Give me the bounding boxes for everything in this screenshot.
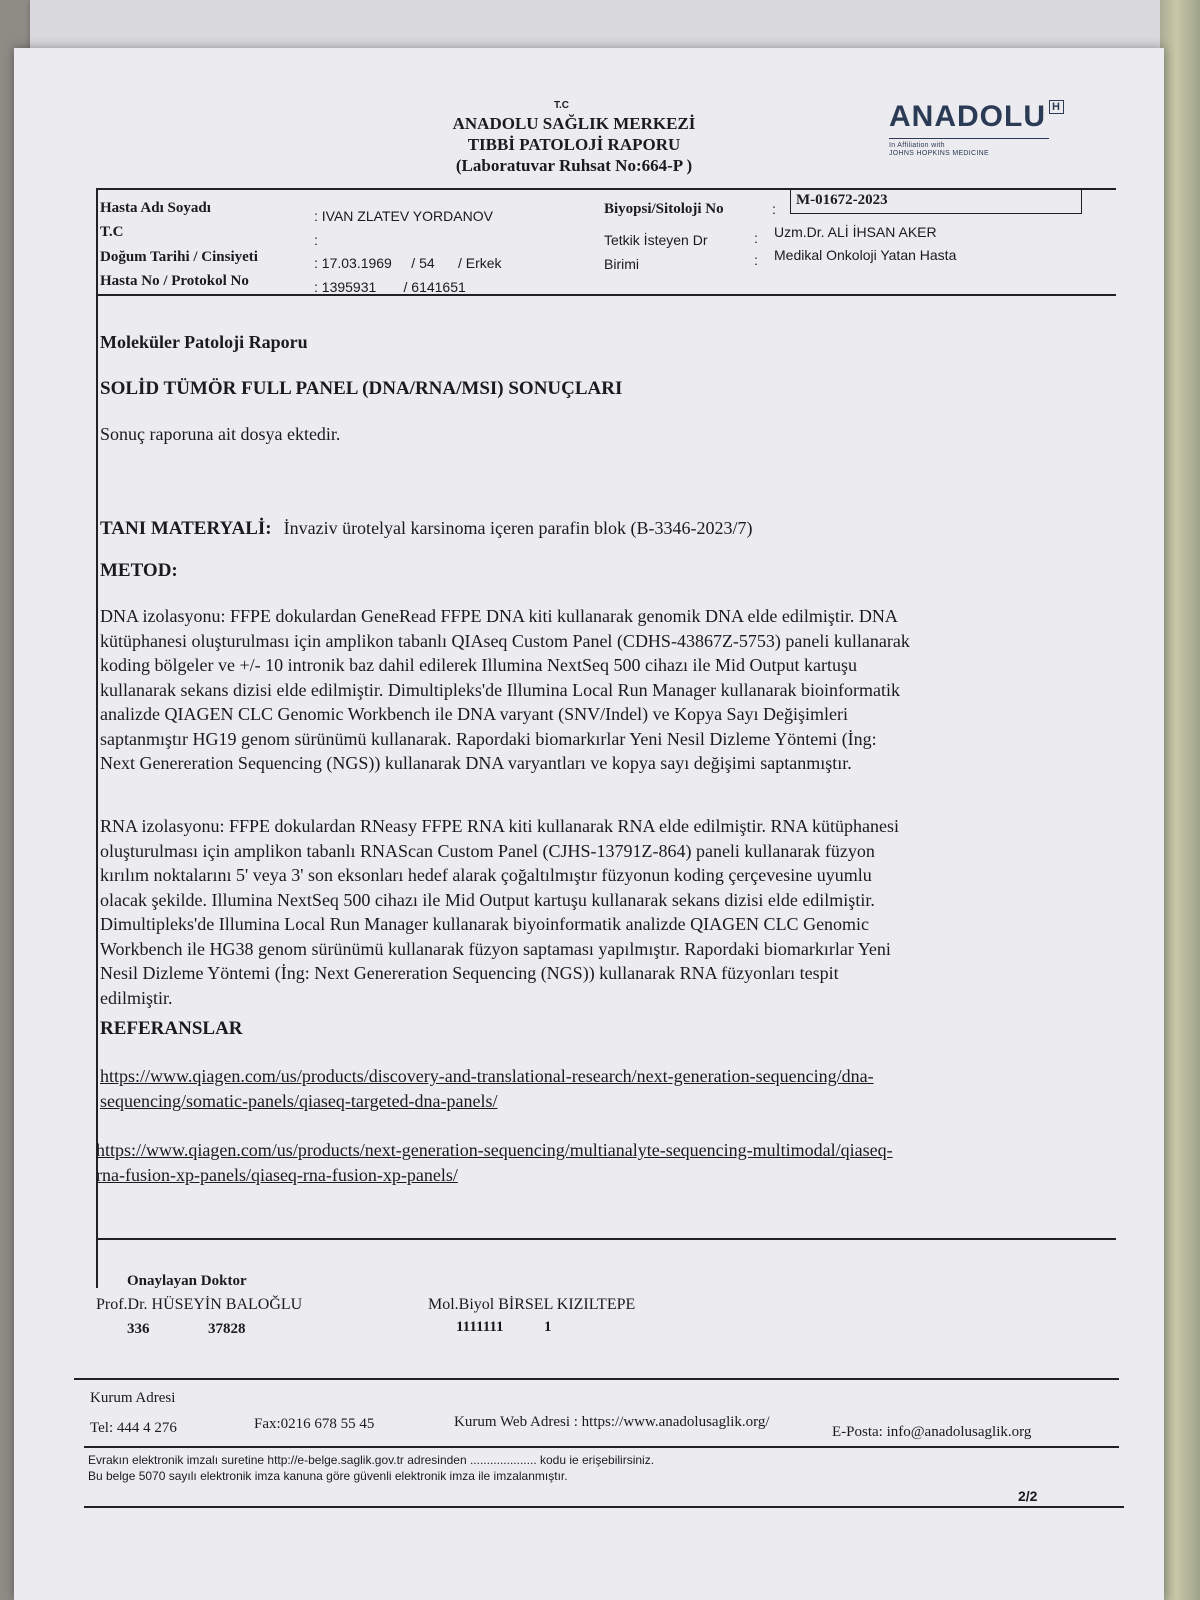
- report-title: Moleküler Patoloji Raporu: [100, 332, 308, 352]
- footer-bottom-line: [84, 1506, 1124, 1508]
- anadolu-logo: ANADOLU H: [889, 100, 1064, 134]
- tc-small: T.C: [554, 100, 569, 111]
- header-institution: ANADOLU SAĞLIK MERKEZİ: [452, 114, 696, 133]
- requesting-doctor-colon: :: [754, 230, 758, 246]
- frame-info-divider: [96, 294, 1116, 296]
- birth-label: Doğum Tarihi / Cinsiyeti: [100, 249, 258, 265]
- report-page: [14, 48, 1164, 1600]
- unit-label: Birimi: [604, 256, 639, 272]
- unit-value: Medikal Onkoloji Yatan Hasta: [774, 247, 957, 263]
- patient-name-value: : IVAN ZLATEV YORDANOV: [314, 208, 493, 224]
- biopsy-colon: :: [772, 201, 776, 217]
- footer-tel: Tel: 444 4 276: [90, 1420, 177, 1436]
- header-report-type: TIBBİ PATOLOJİ RAPORU: [467, 135, 681, 154]
- footer-mid-line: [84, 1446, 1119, 1448]
- footer-address-label: Kurum Adresi: [90, 1390, 176, 1406]
- protocol-label: Hasta No / Protokol No: [100, 273, 249, 289]
- reference-link-rna[interactable]: https://www.qiagen.com/us/products/next-generation-sequencing/multianalyte-sequencing-multimodal/qiaseq- rna-fusion-xp-panels/qiaseq-rna-fusion-xp-panels/: [96, 1140, 893, 1185]
- esign-notice-1: Evrakın elektronik imzalı suretine http://e-belge.saglik.gov.tr adresinden .................... kodu ie erişebilirsiniz.: [88, 1453, 655, 1467]
- reference-link-dna[interactable]: https://www.qiagen.com/us/products/discovery-and-translational-research/next-generation-sequencing/dna- sequencing/somatic-panels/qiaseq-targeted-dna-panels/: [100, 1066, 874, 1111]
- doctor1-code2: 37828: [208, 1321, 246, 1337]
- approver-label: Onaylayan Doktor: [127, 1273, 247, 1289]
- protocol-value: : 1395931 / 6141651: [314, 279, 466, 295]
- footer-top-line: [74, 1378, 1119, 1380]
- footer-fax: Fax:0216 678 55 45: [254, 1416, 375, 1432]
- frame-left-line: [96, 188, 98, 1288]
- requesting-doctor-label: Tetkik İsteyen Dr: [604, 232, 708, 248]
- biopsy-label: Biyopsi/Sitoloji No: [604, 201, 724, 217]
- frame-bottom-line: [96, 1238, 1116, 1240]
- background-surface: [1160, 0, 1200, 1600]
- footer-email[interactable]: E-Posta: info@anadolusaglik.org: [832, 1424, 1032, 1440]
- doctor1-code1: 336: [127, 1321, 150, 1337]
- method-heading: METOD:: [100, 560, 178, 581]
- dna-method-paragraph: DNA izolasyonu: FFPE dokulardan GeneRead FFPE DNA kiti kullanarak genomik DNA elde edilmiştir. DNA kütüphanesi oluşturulması için amplikon tabanlı QIAseq Custom Panel (CDHS-43867Z-5753) paneli kullanarak koding bölgeler ve +/- 10 intronik baz dahil edilerek Illumina NextSeq 500 cihazı ile Mid Output kartuşu kullanarak sekans dizisi elde edilmiştir. Dimultipleks'de Illumina Local Run Manager kullanarak bioinformatik analizde QIAGEN CLC Genomic Workbench ile DNA varyant (SNV/Indel) ve Kopya Sayı Değişimleri saptanmıştır HG19 genom sürünümü kullanarak. Rapordaki biomarkırlar Yeni Nesil Dizleme Yöntemi (İng: Next Genereration Sequencing (NGS)) kullanarak DNA varyantları ve kopya sayı değişimi saptanmıştır.: [100, 606, 910, 773]
- references-heading: REFERANSLAR: [100, 1018, 243, 1039]
- doctor1-name: Prof.Dr. HÜSEYİN BALOĞLU: [96, 1296, 303, 1313]
- report-subtitle: SOLİD TÜMÖR FULL PANEL (DNA/RNA/MSI) SONUÇLARI: [100, 378, 623, 399]
- patient-name-label: Hasta Adı Soyadı: [100, 200, 211, 216]
- header-license: (Laboratuvar Ruhsat No:664-P ): [455, 156, 693, 175]
- rna-method-paragraph: RNA izolasyonu: FFPE dokulardan RNeasy FFPE RNA kiti kullanarak RNA elde edilmiştir. RNA kütüphanesi oluşturulması için amplikon tabanlı RNAScan Custom Panel (CJHS-13791Z-864) paneli kullanarak füzyon kırılım noktalarını 5' veya 3' son eksonları hedef alarak çoğaltılmıştır füzyonun koding çerçevesine uyumlu olacak şekilde. Illumina NextSeq 500 cihazı ile Mid Output kartuşu kullanarak sekans dizisi elde edilmiştir. Dimultipleks'de Illumina Local Run Manager kullanarak biyoinformatik analizde QIAGEN CLC Genomic Workbench ile HG38 genom sürünümü kullanarak füzyon saptaması yapılmıştır. Rapordaki biomarkırlar Yeni Nesil Dizleme Yöntemi (İng: Next Genereration Sequencing (NGS)) kullanarak RNA füzyonları tespit edilmiştir.: [100, 816, 899, 1008]
- doctor2-name: Mol.Biyol BİRSEL KIZILTEPE: [428, 1296, 636, 1313]
- report-note: Sonuç raporuna ait dosya ektedir.: [100, 424, 341, 444]
- birth-value: : 17.03.1969 / 54 / Erkek: [314, 255, 502, 271]
- diagnosis-value: İnvaziv ürotelyal karsinoma içeren parafin blok (B-3346-2023/7): [283, 518, 753, 538]
- logo-h-mark: H: [1049, 100, 1064, 114]
- unit-colon: :: [754, 252, 758, 268]
- doctor2-code1: 1111111: [456, 1319, 504, 1335]
- requesting-doctor-value: Uzm.Dr. ALİ İHSAN AKER: [774, 224, 937, 240]
- biopsy-number-value: M-01672-2023: [796, 192, 888, 208]
- page-number: 2/2: [1018, 1488, 1038, 1504]
- logo-rule: [889, 138, 1049, 139]
- diagnosis-material: [100, 516, 752, 541]
- doctor2-code2: 1: [544, 1319, 552, 1335]
- logo-affiliation: In Affiliation with JOHNS HOPKINS MEDICINE: [889, 142, 989, 157]
- tc-label: T.C: [100, 224, 124, 240]
- diagnosis-label: TANI MATERYALİ:: [100, 518, 272, 539]
- footer-web[interactable]: Kurum Web Adresi : https://www.anadolusaglik.org/: [454, 1414, 770, 1430]
- tc-value: :: [314, 232, 318, 248]
- esign-notice-2: Bu belge 5070 sayılı elektronik imza kanuna göre güvenli elektronik imza ile imzalanmıştır.: [88, 1469, 568, 1483]
